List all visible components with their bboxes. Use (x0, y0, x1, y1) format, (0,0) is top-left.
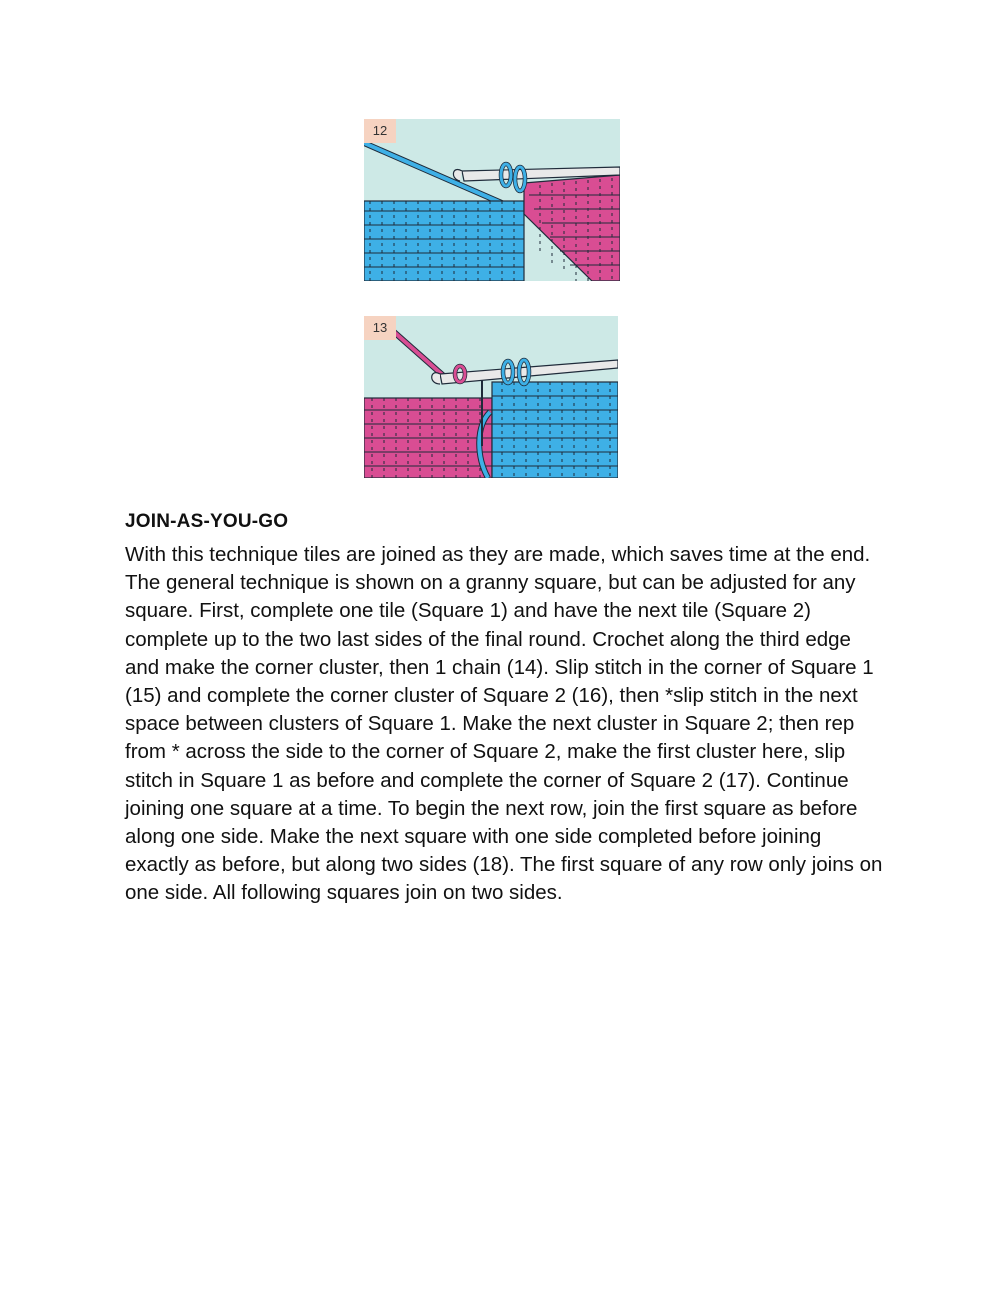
section-heading: JOIN-AS-YOU-GO (125, 511, 289, 532)
crochet-illustration-13 (364, 316, 618, 478)
figure-number-badge: 12 (364, 119, 396, 143)
crochet-drawing (364, 119, 620, 281)
crochet-illustration-12 (364, 119, 620, 281)
crochet-drawing (364, 316, 618, 478)
figure-number-badge: 13 (364, 316, 396, 340)
instructions-paragraph: With this technique tiles are joined as they are made, which saves time at the end. The general technique is shown on a granny square, but can be adjusted for any square. First, complete one tile (Square 1) and have the next tile (Square 2) complete up to the two last sides of the final round. Crochet along the third edge and make the corner cluster, then 1 chain (14). Slip stitch in the corner of Square 1 (15) and complete the corner cluster of Square 2 (16), then *slip stitch in the next space between clusters of Square 1. Make the next cluster in Square 2; then rep from * across the side to the corner of Square 2, make the first cluster here, slip stitch in Square 1 as before and complete the corner of Square 2 (17). Continue joining one square at a time. To begin the next row, join the first square as before along one side. Make the next square with one side completed before joining exactly as before, but along two sides (18). The first square of any row only joins on one side. All following squares join on two sides. (125, 543, 883, 905)
